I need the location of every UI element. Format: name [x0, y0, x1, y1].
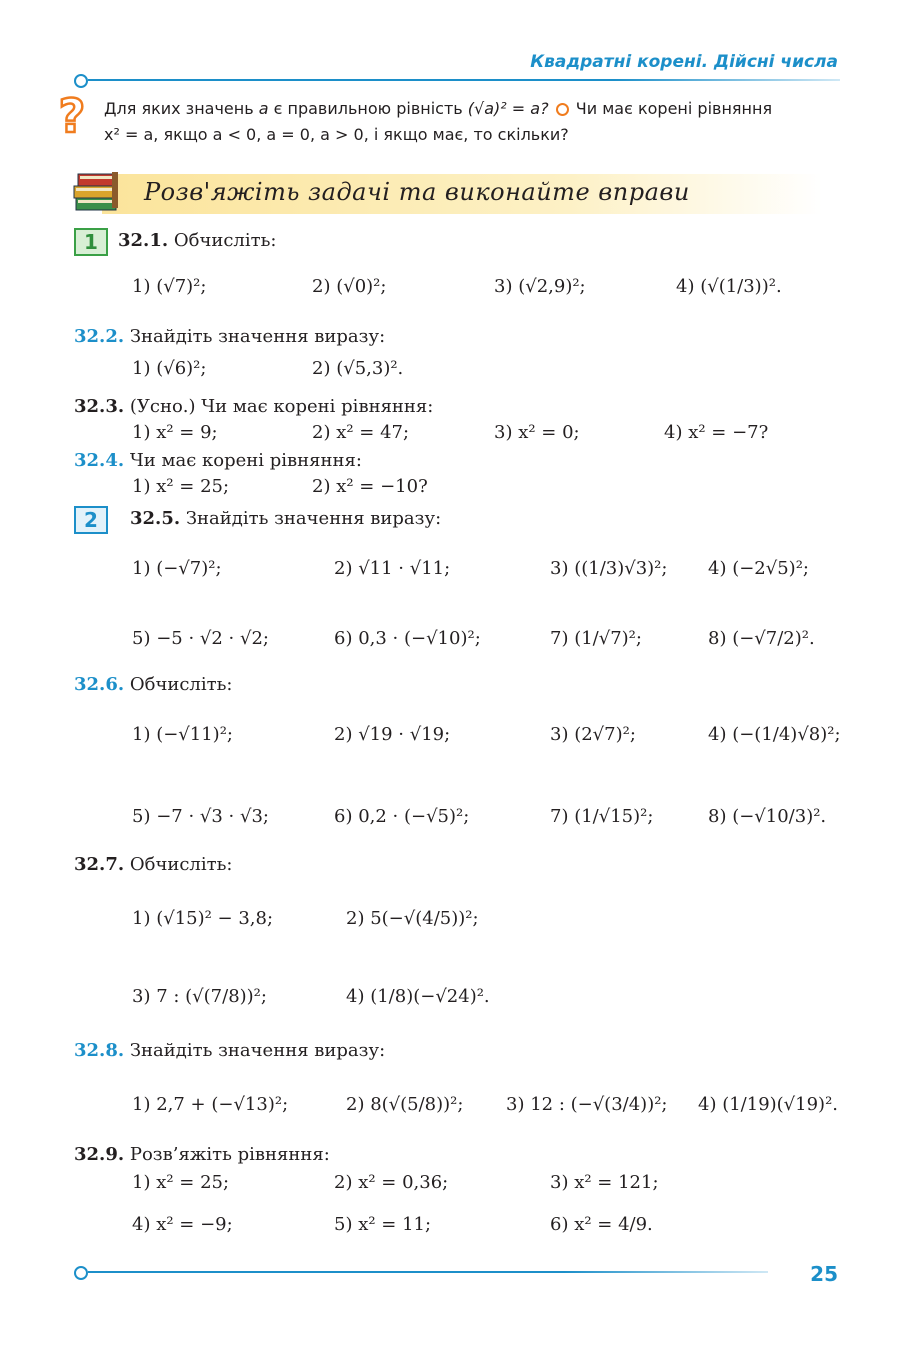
task-text: Чи має корені рівняння: — [129, 450, 362, 471]
item: 8) (−√7/2)². — [708, 628, 815, 649]
item: 1) (√7)²; — [132, 276, 207, 297]
task-number: 32.7. — [74, 854, 125, 875]
task-32-3-heading — [74, 396, 433, 417]
task-32-8-heading — [74, 1040, 385, 1061]
item: 2) √19 · √19; — [334, 724, 451, 745]
question-formula: (√a)² = a? — [467, 99, 549, 118]
books-icon — [72, 164, 124, 216]
item: 3) x² = 0; — [494, 422, 580, 443]
task-32-1-heading — [118, 230, 276, 251]
item: 5) x² = 11; — [334, 1214, 432, 1235]
task-text: Знайдіть значення виразу: — [185, 508, 442, 529]
page-number: 25 — [810, 1262, 838, 1286]
review-question — [104, 96, 844, 148]
item: 1) 2,7 + (−√13)²; — [132, 1094, 289, 1115]
item: 4) x² = −7? — [664, 422, 769, 443]
task-text: (Усно.) Чи має корені рівняння: — [129, 396, 434, 417]
task-number: 32.4. — [74, 450, 125, 471]
item: 3) 12 : (−√(3/4))²; — [506, 1094, 668, 1115]
item: 2) 8(√(5/8))²; — [346, 1094, 464, 1115]
chapter-title: Квадратні корені. Дійсні числа — [530, 52, 838, 72]
item: 3) x² = 121; — [550, 1172, 659, 1193]
question-text-1: Для яких значень — [104, 99, 254, 118]
question-icon — [54, 92, 90, 142]
task-32-9-heading — [74, 1144, 330, 1165]
item: 8) (−√10/3)². — [708, 806, 827, 827]
task-text: Обчисліть: — [129, 854, 233, 875]
task-number: 32.9. — [74, 1144, 125, 1165]
item: 4) x² = −9; — [132, 1214, 233, 1235]
item: 3) 7 : (√(7/8))²; — [132, 986, 267, 1007]
task-number: 32.6. — [74, 674, 125, 695]
task-number: 32.1. — [118, 230, 169, 251]
item: 4) (1/8)(−√24)². — [346, 986, 490, 1007]
item: 2) (√5,3)². — [312, 358, 404, 379]
task-number: 32.3. — [74, 396, 125, 417]
task-number: 32.2. — [74, 326, 125, 347]
item: 2) x² = 47; — [312, 422, 410, 443]
item: 7) (1/√7)²; — [550, 628, 642, 649]
task-32-4-heading — [74, 450, 362, 471]
item: 4) (√(1/3))². — [676, 276, 782, 297]
item: 2) x² = −10? — [312, 476, 428, 497]
level-1-badge: 1 — [74, 228, 108, 256]
banner-title: Розв'яжіть задачі та виконайте вправи — [144, 178, 690, 206]
item: 1) (−√7)²; — [132, 558, 222, 579]
item: 2) 5(−√(4/5))²; — [346, 908, 479, 929]
item: 1) (√15)² − 3,8; — [132, 908, 274, 929]
item: 6) 0,2 · (−√5)²; — [334, 806, 470, 827]
item: 1) x² = 25; — [132, 476, 230, 497]
task-32-6-heading — [74, 674, 232, 695]
item: 7) (1/√15)²; — [550, 806, 654, 827]
section-banner — [72, 164, 842, 216]
item: 4) (−2√5)²; — [708, 558, 809, 579]
task-32-7-heading — [74, 854, 232, 875]
item: 4) (1/19)(√19)². — [698, 1094, 839, 1115]
task-32-2-heading — [74, 326, 385, 347]
item: 1) (√6)²; — [132, 358, 207, 379]
item: 5) −7 · √3 · √3; — [132, 806, 269, 827]
task-text: Знайдіть значення виразу: — [129, 1040, 386, 1061]
task-32-5-heading — [130, 508, 441, 529]
var-a: a — [258, 99, 269, 118]
task-text: Обчисліть: — [129, 674, 233, 695]
item: 1) x² = 25; — [132, 1172, 230, 1193]
task-number: 32.8. — [74, 1040, 125, 1061]
svg-text:?: ? — [58, 92, 86, 142]
task-text: Розв’яжіть рівняння: — [129, 1144, 330, 1165]
item: 4) (−(1/4)√8)²; — [708, 724, 841, 745]
task-text: Обчисліть: — [173, 230, 277, 251]
item: 6) 0,3 · (−√10)²; — [334, 628, 481, 649]
item: 3) (2√7)²; — [550, 724, 636, 745]
item: 2) x² = 0,36; — [334, 1172, 449, 1193]
rule-dot-bottom — [74, 1266, 88, 1280]
item: 3) (√2,9)²; — [494, 276, 586, 297]
item: 2) (√0)²; — [312, 276, 387, 297]
question-text-2: є правильною рівність — [273, 99, 463, 118]
rule-dot-top — [74, 74, 88, 88]
item: 6) x² = 4/9. — [550, 1214, 653, 1235]
question-text-3: Чи має корені рівняння — [575, 99, 773, 118]
level-2-badge: 2 — [74, 506, 108, 534]
item: 1) x² = 9; — [132, 422, 218, 443]
bottom-rule — [88, 1271, 768, 1273]
task-number: 32.5. — [130, 508, 181, 529]
orange-ring-icon — [556, 103, 569, 116]
item: 3) ((1/3)√3)²; — [550, 558, 668, 579]
item: 1) (−√11)²; — [132, 724, 233, 745]
task-text: Знайдіть значення виразу: — [129, 326, 386, 347]
top-rule — [88, 79, 840, 81]
question-text-4: x² = a, якщо a < 0, a = 0, a > 0, і якщо має, то скільки? — [104, 125, 569, 144]
item: 5) −5 · √2 · √2; — [132, 628, 269, 649]
item: 2) √11 · √11; — [334, 558, 451, 579]
